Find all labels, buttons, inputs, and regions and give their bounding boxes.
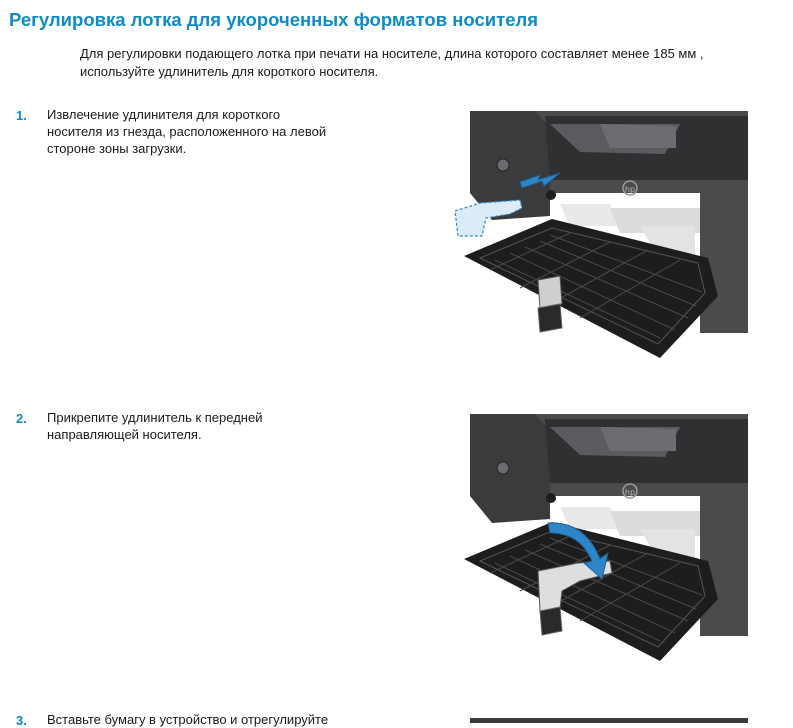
step-1-number: 1. [16,108,27,123]
step-3-text [47,711,367,728]
step-1-line-3: стороне зоны загрузки. [47,141,187,156]
illustration-step-2 [450,411,750,666]
step-2-line-2: направляющей носителя. [47,427,202,442]
step-1-line-1: Извлечение удлинителя для короткого [47,107,281,122]
power-button-icon [497,462,509,474]
step-2-text [47,409,367,443]
page-title: Регулировка лотка для укороченных форматов носителя [9,9,539,30]
step-3-number: 3. [16,713,27,728]
front-guide [538,276,562,308]
hp-logo-text: hp [624,185,636,194]
step-1-line-2: носителя из гнезда, расположенного на левой [47,124,327,139]
hp-logo-text: hp [624,488,636,497]
power-button-icon [497,159,509,171]
illustration-step-1 [450,108,750,363]
intro-line-2: используйте удлинитель для короткого носителя. [80,64,379,79]
step-2-line-1: Прикрепите удлинитель к передней [47,410,263,425]
step-1-text [47,106,367,157]
intro-line-1: Для регулировки подающего лотка при печати на носителе, длина которого составляет менее 185 мм , [80,46,704,61]
step-2-number: 2. [16,411,27,426]
intro-paragraph [80,45,780,81]
illustration-step-3 [470,718,748,723]
step-3-line-1: Вставьте бумагу в устройство и отрегулируйте [47,712,329,727]
